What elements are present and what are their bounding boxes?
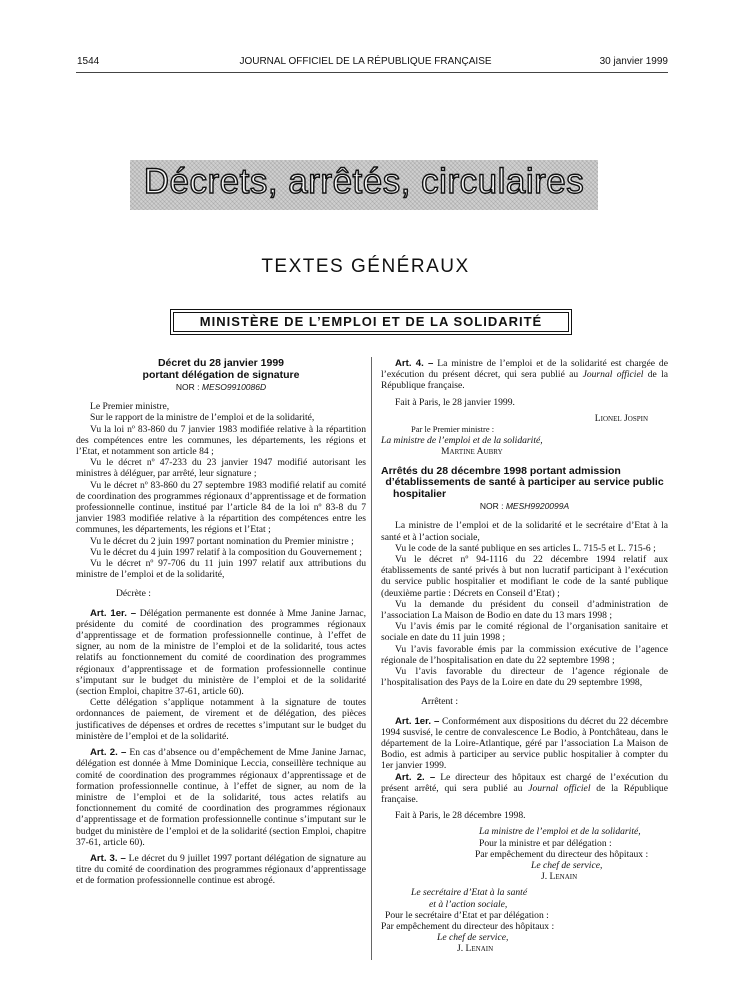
article-label: Art. 3. –: [90, 852, 126, 864]
paragraph: Vu la loi nº 83-860 du 7 janvier 1983 modifiée relative à la répartition des compétences entre les communes, les départements, les régions et l’Etat, et notamment son article 84 ;: [76, 423, 366, 458]
paragraph: Le Premier ministre,: [90, 401, 170, 413]
nor-code: MESO9910086D: [201, 382, 267, 392]
article-1: [381, 716, 668, 772]
article-1: [76, 608, 366, 698]
signature-line: Par empêchement du directeur des hôpitaux :: [475, 848, 649, 860]
signature-jospin: Lionel Jospin: [594, 412, 648, 424]
article-label: Art. 4. –: [395, 358, 434, 369]
journal-title: JOURNAL OFFICIEL DE LA RÉPUBLIQUE FRANÇAISE: [239, 56, 492, 67]
par-le-premier-ministre: Par le Premier ministre :: [411, 424, 495, 435]
article-text: Le décret du 9 juillet 1997 portant délégation de signature au titre du comité de coordination des programmes régionaux d’apprentissage et de formation professionnelle continue est abrogé.: [76, 852, 366, 887]
signature-aubry: Martine Aubry: [441, 446, 503, 458]
decree-title-line2: portant délégation de signature: [142, 368, 300, 381]
arretes-title-line3: hospitalier: [393, 487, 447, 500]
signature-lenain: J. Lenain: [541, 871, 578, 883]
fait-a-paris: Fait à Paris, le 28 janvier 1999.: [395, 396, 515, 408]
ministry-title: MINISTÈRE DE L’EMPLOI ET DE LA SOLIDARITÉ: [199, 314, 543, 329]
article-label: Art. 1er. –: [395, 715, 440, 727]
nor-label: NOR :: [175, 382, 200, 392]
article-text: de la République française.: [381, 369, 668, 392]
right-column: [381, 358, 668, 955]
ministry-box: [170, 309, 572, 335]
issue-date: 30 janvier 1999: [599, 56, 668, 67]
page-number: 1544: [77, 56, 100, 67]
paragraph: La ministre de l’emploi et de la solidarité et le secrétaire d’Etat à la santé et à l’action sociale,: [381, 520, 668, 543]
section-heading: TEXTES GÉNÉRAUX: [261, 256, 470, 277]
journal-ref: Journal officiel: [528, 782, 591, 794]
paragraph: Vu la demande du président du conseil d’administration de l’association La Maison de Bodio en date du 13 mars 1998 ;: [381, 598, 668, 621]
paragraph: Vu l’avis émis par le comité régional de l’organisation sanitaire et sociale en date du 11 juin 1998 ;: [381, 621, 668, 644]
signature-line: Le chef de service,: [531, 860, 603, 872]
article-label: Art. 1er. –: [90, 607, 137, 619]
nor-code: MESH9920099A: [505, 501, 570, 512]
article-text: En cas d’absence ou d’empêchement de Mme Janine Jarnac, délégation est donnée à Mme Dominique Leccia, conseillère technique au comité de coordination des programmes régionaux d’apprentissage et de formation professionnelle continue, à l’effet de signer, au nom de la ministre de l’emploi et de la solidarité, tous actes relatifs au fonctionnement du comité de coordination des programmes régionaux d’apprentissage et de formation professionnelle continue s’imputant sur le budget du ministère de l’emploi et de la solidarité (section Emploi, chapitre 37-61, article 60).: [76, 747, 366, 848]
banner-title: Décrets, arrêtés, circulaires: [143, 162, 585, 201]
paragraph: Vu le code de la santé publique en ses articles L. 715-5 et L. 715-6 ;: [395, 542, 656, 554]
article-text: Délégation permanente est donnée à Mme Janine Jarnac, présidente du comité de coordination des programmes régionaux d’apprentissage et de formation professionnelle continue, à l’effet de signer, au nom de la ministre de l’emploi et de la solidarité, tous actes relatifs au fonctionnement du comité de coordination des programmes régionaux d’apprentissage et de formation professionnelle continue s’imputant sur le budget du ministère de l’emploi et de la solidarité (section Emploi, chapitre 37-61, article 60).: [76, 607, 366, 698]
signature-line: Le secrétaire d’Etat à la santé: [411, 887, 528, 899]
article-text: Conformément aux dispositions du décret du 22 décembre 1994 susvisé, le centre de convalescence Le Bodio, à Pontchâteau, dans le département de la Loire-Atlantique, géré par l’association La Maison de Bodio, est admis à participer au service public hospitalier à compter du 1er janvier 1999.: [381, 715, 668, 772]
signature-line: Par empêchement du directeur des hôpitaux :: [381, 921, 555, 933]
fait-a-paris: Fait à Paris, le 28 décembre 1998.: [395, 810, 526, 822]
article-2: [76, 747, 366, 848]
article-label: Art. 2. –: [395, 771, 436, 783]
journal-ref: Journal officiel: [582, 369, 644, 381]
paragraph: Vu l’avis favorable émis par la commission exécutive de l’agence régionale de l’hospitalisation en date du 22 septembre 1998 ;: [381, 643, 668, 666]
paragraph: Vu le décret du 2 juin 1997 portant nomination du Premier ministre ;: [90, 535, 354, 547]
paragraph: Sur le rapport de la ministre de l’emploi et de la solidarité,: [90, 412, 315, 424]
signature-line: Le chef de service,: [437, 932, 509, 944]
article-text: de la République française.: [381, 782, 668, 805]
paragraph: Vu le décret nº 47-233 du 23 janvier 1947 modifié autorisant les ministres à déléguer, par arrêté, leur signature ;: [76, 457, 366, 480]
la-ministre: La ministre de l’emploi et de la solidarité,: [381, 435, 543, 447]
paragraph: Cette délégation s’applique notamment à la signature de toutes ordonnances de paiement, de virement et de délégation, des pièces justificatives de dépenses et ordres de recettes s’imputant sur le budget du ministère de l’emploi et de la solidarité.: [76, 697, 366, 742]
arretes-title-line1: Arrêtés du 28 décembre 1998 portant admission: [381, 464, 621, 477]
signature-lenain: J. Lenain: [457, 943, 494, 955]
article-2: [381, 772, 668, 806]
paragraph: Vu le décret nº 94-1116 du 22 décembre 1994 relatif aux établissements de santé privés à but non lucratif participant à l’exécution du service public hospitalier et modifiant le code de la santé publique (deuxième partie : Décrets en Conseil d’Etat) ;: [381, 553, 668, 599]
section-banner: [130, 160, 598, 210]
article-4: [381, 358, 668, 392]
signature-line: La ministre de l’emploi et de la solidarité,: [479, 826, 641, 838]
article-text: La ministre de l’emploi et de la solidarité est chargée de l’exécution du présent décret, qui sera publié au: [381, 358, 668, 381]
decrete-label: Décrète :: [116, 588, 151, 600]
nor-label: NOR :: [479, 501, 504, 512]
paragraph: Vu le décret nº 97-706 du 11 juin 1997 relatif aux attributions du ministre de l’emploi et de la solidarité,: [76, 558, 366, 581]
signature-line: Pour le secrétaire d’Etat et par délégation :: [385, 909, 549, 921]
paragraph: Vu le décret nº 83-860 du 27 septembre 1983 modifié relatif au comité de coordination des programmes régionaux d’apprentissage et de formation professionnelle continue, institué par l’article 84 de la loi nº 83-8 du 7 janvier 1983 modifiée relative à la répartition des compétences entre les communes, les départements, les régions et l’Etat ;: [76, 479, 366, 536]
article-text: Le directeur des hôpitaux est chargé de l’exécution du présent arrêté, qui sera publié au: [381, 771, 668, 794]
signature-line: et à l’action sociale,: [429, 898, 508, 910]
decree-title-line1: Décret du 28 janvier 1999: [157, 357, 285, 369]
column-divider: [371, 357, 372, 960]
paragraph: Vu le décret du 4 juin 1997 relatif à la composition du Gouvernement ;: [90, 546, 362, 558]
signature-line: Pour la ministre et par délégation :: [479, 837, 612, 849]
header-rule: [76, 72, 668, 73]
arretent-label: Arrêtent :: [421, 696, 459, 708]
decree-nor: [76, 382, 366, 393]
paragraph: Vu l’avis favorable du directeur de l’agence régionale de l’hospitalisation des Pays de la Loire en date du 29 septembre 1998,: [381, 665, 668, 689]
arretes-title-line2: d’établissements de santé à participer au service public: [385, 476, 664, 489]
arretes-nor: [381, 501, 668, 512]
left-column: [76, 358, 366, 887]
article-label: Art. 2. –: [90, 747, 127, 759]
article-3: [76, 853, 366, 887]
